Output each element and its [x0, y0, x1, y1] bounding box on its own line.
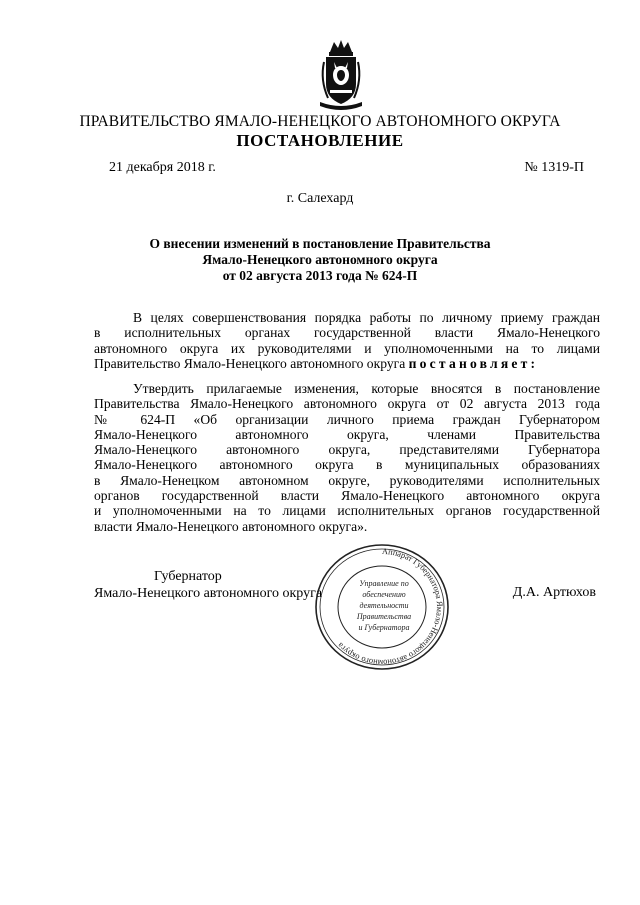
signatory-position: Губернатор	[154, 569, 222, 584]
stamp-center-line: обеспечению	[362, 590, 406, 599]
preamble-last-line	[94, 356, 600, 371]
coat-of-arms-emblem	[316, 40, 366, 112]
document-type: ПОСТАНОВЛЕНИЕ	[236, 131, 404, 150]
document-number: № 1319-П	[524, 160, 584, 175]
operative-line: и уполномоченными на то лицами исполнительных органов государственной	[94, 503, 600, 519]
signatory-title	[94, 568, 322, 602]
preamble-paragraph	[94, 310, 600, 371]
signatory-region: Ямало-Ненецкого автономного округа	[94, 586, 323, 601]
stamp-center-line: деятельности	[359, 601, 409, 610]
preamble-line: в исполнительных органах государственной власти Ямало-Ненецкого	[94, 325, 600, 341]
document-city: г. Салехард	[286, 191, 354, 206]
operative-line: Ямало-Ненецкого автономного округа в муниципальных образованиях	[94, 457, 600, 473]
operative-line: в Ямало-Ненецком автономном округе, руководителями исполнительных	[94, 472, 600, 488]
signatory-name: Д.А. Артюхов	[512, 585, 596, 600]
subject-line: от 02 августа 2013 года № 624-П	[222, 268, 418, 283]
official-stamp	[312, 542, 452, 672]
operative-line: органов государственной власти Ямало-Ненецкого автономного округа	[94, 488, 600, 504]
resolution-keyword: постановляет:	[408, 355, 539, 371]
operative-last-line: власти Ямало-Ненецкого автономного округа».	[94, 518, 368, 534]
subject-line: Ямало-Ненецкого автономного округа	[202, 252, 438, 267]
subject-line: О внесении изменений в постановление Правительства	[149, 236, 491, 251]
organization-header: ПРАВИТЕЛЬСТВО ЯМАЛО-НЕНЕЦКОГО АВТОНОМНОГО ОКРУГА	[79, 113, 561, 130]
stamp-center-line: и Губернатора	[358, 623, 410, 632]
stamp-ring-text: Аппарат Губернатора Ямало-Ненецкого автономного округа	[335, 546, 445, 668]
operative-line: № 624-П «Об организации личного приема граждан Губернатором	[94, 411, 600, 427]
operative-paragraph	[94, 381, 600, 534]
stamp-center-line: Правительства	[356, 612, 412, 621]
document-subject	[0, 236, 640, 284]
operative-line: Утвердить прилагаемые изменения, которые вносятся в постановление	[133, 381, 600, 396]
operative-line: Ямало-Ненецкого автономного округа, членами Правительства	[94, 426, 600, 442]
operative-line: Правительства Ямало-Ненецкого автономного округа от 02 августа 2013 года	[94, 396, 600, 412]
preamble-line: автономного округа их руководителями и уполномоченными на то лицами	[94, 340, 600, 356]
document-date: 21 декабря 2018 г.	[109, 160, 216, 175]
stamp-center-line: Управление по	[359, 579, 409, 588]
operative-line: Ямало-Ненецкого автономного округа, представителями Губернатора	[94, 442, 600, 458]
preamble-line: В целях совершенствования порядка работы по личному приему граждан	[133, 310, 600, 325]
preamble-last-text: Правительство Ямало-Ненецкого автономного округа	[94, 355, 406, 371]
